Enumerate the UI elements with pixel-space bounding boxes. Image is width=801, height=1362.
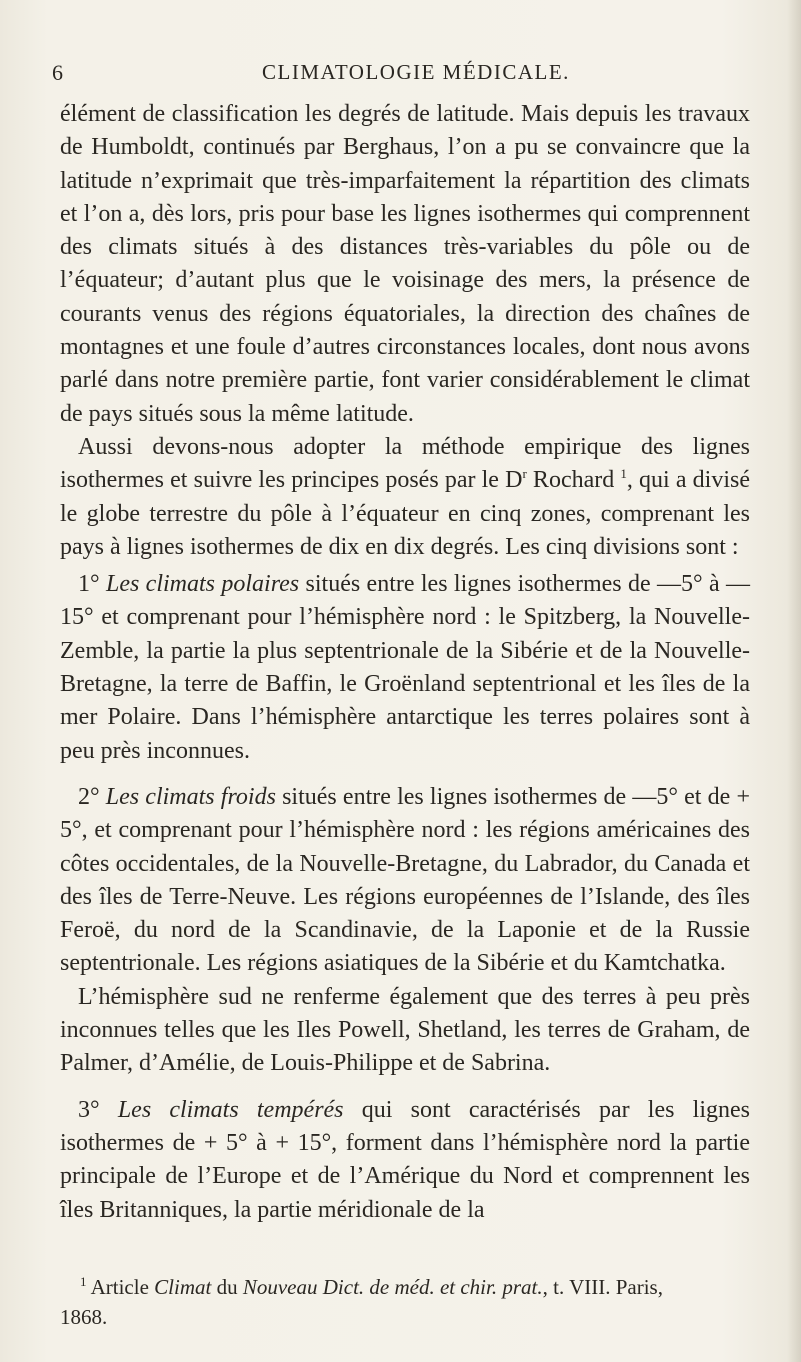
paragraph-rochard — [60, 431, 750, 564]
section-title-temperate: Les climats tempérés — [117, 1096, 344, 1123]
body-text — [60, 98, 750, 1227]
rochard-name: Rochard — [526, 467, 621, 494]
paragraph-southern-hemisphere: L’hémisphère sud ne renferme également que des terres à peu près inconnues telles que les Iles Powell, Shetland, les terres de Graham, de Palmer, d’Amélie, de Louis-Philippe et de Sabrina. — [60, 983, 750, 1077]
footnote-mark: 1 — [80, 1274, 87, 1289]
paragraph-polar-climates — [60, 568, 750, 768]
polar-climates-text: situés entre les lignes isothermes de —5° à —15° et comprenant pour l’hémisphère nord : le Spitzberg, la Nouvelle-Zemble, la partie la plus septentrionale de la Sibérie et de la Nouvelle-Bretagne, la terre de Baffin, le Groënland septentrional et les îles de la mer Polaire. Dans l’hémisphère antarctique les terres polaires sont à peu près inconnues. — [60, 571, 750, 764]
rochard-text-before: Aussi devons-nous adopter la méthode empirique des lignes isothermes et suivre les principes posés par le D — [60, 433, 750, 494]
footnote-reference: 1 — [620, 466, 627, 482]
page-header — [52, 60, 752, 90]
section-title-polar: Les climats polaires — [105, 571, 300, 598]
footnote-suffix: , t. VIII. Paris, — [542, 1275, 663, 1299]
footnote-prefix: Article — [86, 1275, 155, 1299]
section-number: 1° — [78, 571, 106, 598]
footnote-year: 1868. — [60, 1305, 108, 1329]
footnote-1 — [80, 1272, 750, 1302]
section-title-cold: Les climats froids — [105, 783, 276, 810]
paragraph-cold-climates — [60, 781, 750, 981]
temperate-climates-text: qui sont caractérisés par les lignes isothermes de + 5° à + 15°, forment dans l’hémisphère nord la partie principale de l’Europe et de l’Amérique du Nord et comprennent les îles Britanniques, la partie méridionale de la — [60, 1096, 750, 1223]
footnote-du: du — [211, 1275, 243, 1299]
paragraph-temperate-climates — [60, 1094, 750, 1227]
rochard-text-after: , qui a divisé le globe terrestre du pôle à l’équateur en cinq zones, comprenant les pays à lignes isothermes de dix en dix degrés. Les cinq divisions sont : — [60, 467, 750, 560]
footnote-source-title: Nouveau Dict. de méd. et chir. prat. — [242, 1275, 543, 1299]
footnotes — [60, 1272, 750, 1332]
paragraph-classification: élément de classification les degrés de latitude. Mais depuis les travaux de Humboldt, continués par Berghaus, l’on a pu se convaincre que la latitude n’exprimait que très-imparfaitement la répartition des climats et l’on a, dès lors, pris pour base les lignes isothermes qui comprennent des climats situés à des distances très-variables du pôle ou de l’équateur; d’autant plus que le voisinage des mers, la présence de courants venus des régions équatoriales, la direction des chaînes de montagnes et une foule d’autres circonstances locales, dont nous avons parlé dans notre première partie, font varier considérablement le climat de pays situés sous la même latitude. — [60, 101, 750, 427]
running-title: CLIMATOLOGIE MÉDICALE. — [262, 60, 570, 84]
page-edge-shadow — [787, 0, 801, 1362]
cold-climates-text: situés entre les lignes isothermes de —5° et de + 5°, et comprenant pour l’hémisphère nord : les régions américaines des côtes occidentales, de la Nouvelle-Bretagne, du Labrador, du Canada et des îles de Terre-Neuve. Les régions européennes de l’Islande, des îles Feroë, du nord de la Scandinavie, de la Laponie et de la Russie septentrionale. Les régions asiatiques de la Sibérie et du Kamtchatka. — [60, 783, 750, 977]
section-number: 3° — [78, 1096, 118, 1123]
section-number: 2° — [78, 783, 106, 810]
page-number: 6 — [52, 60, 64, 85]
footnote-article-title: Climat — [154, 1275, 212, 1299]
doctor-title-superscript: r — [522, 466, 527, 482]
